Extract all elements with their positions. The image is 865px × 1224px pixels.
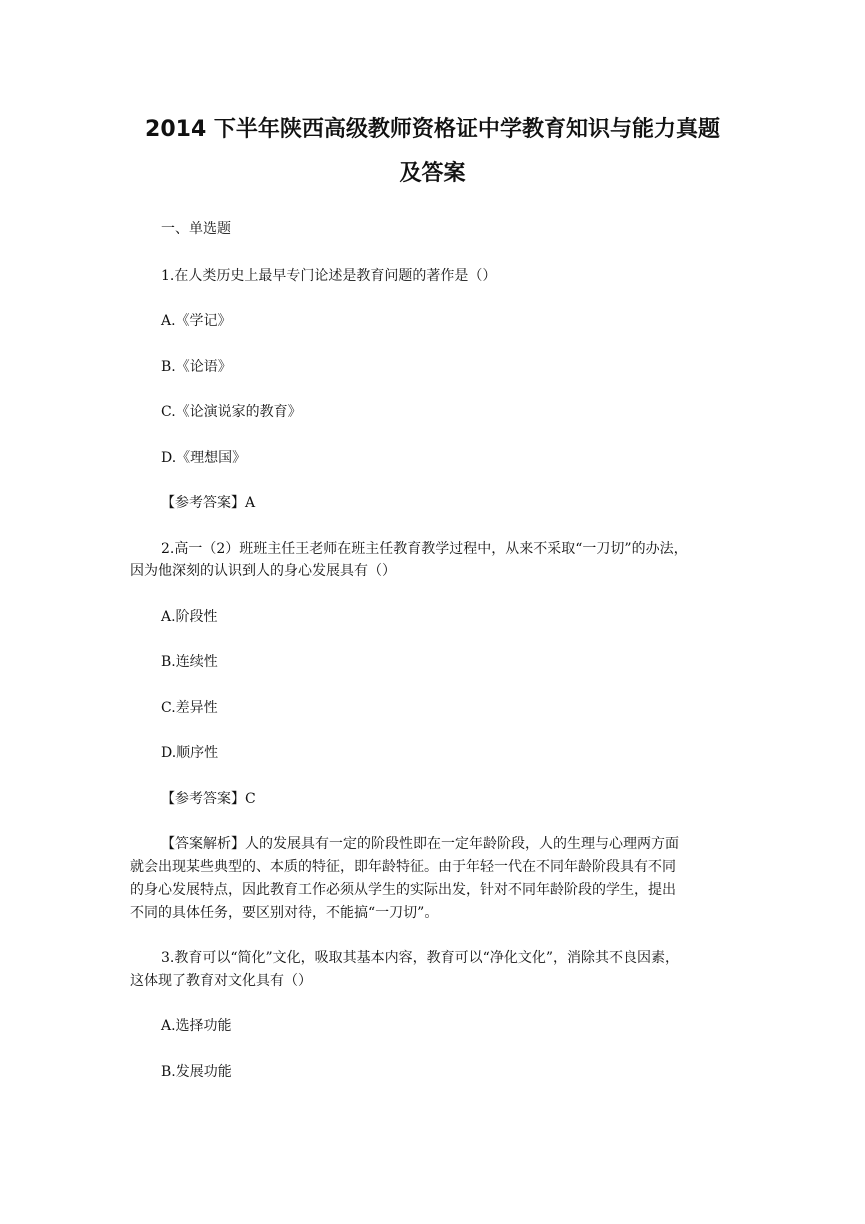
question-1-stem: 1.在人类历史上最早专门论述是教育问题的著作是（）: [161, 268, 497, 284]
document-title-line-1: 2014 下半年陕西高级教师资格证中学教育知识与能力真题: [145, 117, 720, 142]
question-2-option-d: D.顺序性: [161, 745, 219, 761]
question-3-option-b: B.发展功能: [161, 1064, 232, 1080]
question-2-option-b: B.连续性: [161, 654, 218, 670]
question-2-analysis-line-3: 的身心发展特点，因此教育工作必须从学生的实际出发，针对不同年龄阶段的学生，提出: [130, 882, 676, 898]
question-2-option-a: A.阶段性: [161, 609, 218, 625]
question-2-answer: 【参考答案】C: [161, 791, 256, 807]
question-1-answer: 【参考答案】A: [161, 495, 256, 511]
question-2-option-c: C.差异性: [161, 700, 218, 716]
section-heading: 一、单选题: [161, 221, 231, 237]
question-1-option-b: B.《论语》: [161, 359, 232, 375]
question-1-option-d: D.《理想国》: [161, 450, 247, 466]
question-3-stem-line-1: 3.教育可以“简化”文化，吸取其基本内容，教育可以“净化文化”，消除其不良因素，: [161, 950, 679, 966]
question-3-option-a: A.选择功能: [161, 1018, 232, 1034]
question-2-analysis-line-4: 不同的具体任务，要区别对待，不能搞“一刀切”。: [130, 905, 439, 921]
question-2-analysis-line-1: 【答案解析】人的发展具有一定的阶段性即在一定年龄阶段，人的生理与心理两方面: [161, 836, 679, 852]
question-3-stem-line-2: 这体现了教育对文化具有（）: [130, 973, 312, 989]
question-1-option-c: C.《论演说家的教育》: [161, 404, 302, 420]
question-2-stem-line-1: 2.高一（2）班班主任王老师在班主任教育教学过程中，从来不采取“一刀切”的办法，: [161, 541, 688, 557]
document-title-line-2: 及答案: [399, 161, 466, 186]
question-2-analysis-line-2: 就会出现某些典型的、本质的特征，即年龄特征。由于年轻一代在不同年龄阶段具有不同: [130, 859, 676, 875]
question-2-stem-line-2: 因为他深刻的认识到人的身心发展具有（）: [130, 563, 396, 579]
question-1-option-a: A.《学记》: [161, 313, 232, 329]
